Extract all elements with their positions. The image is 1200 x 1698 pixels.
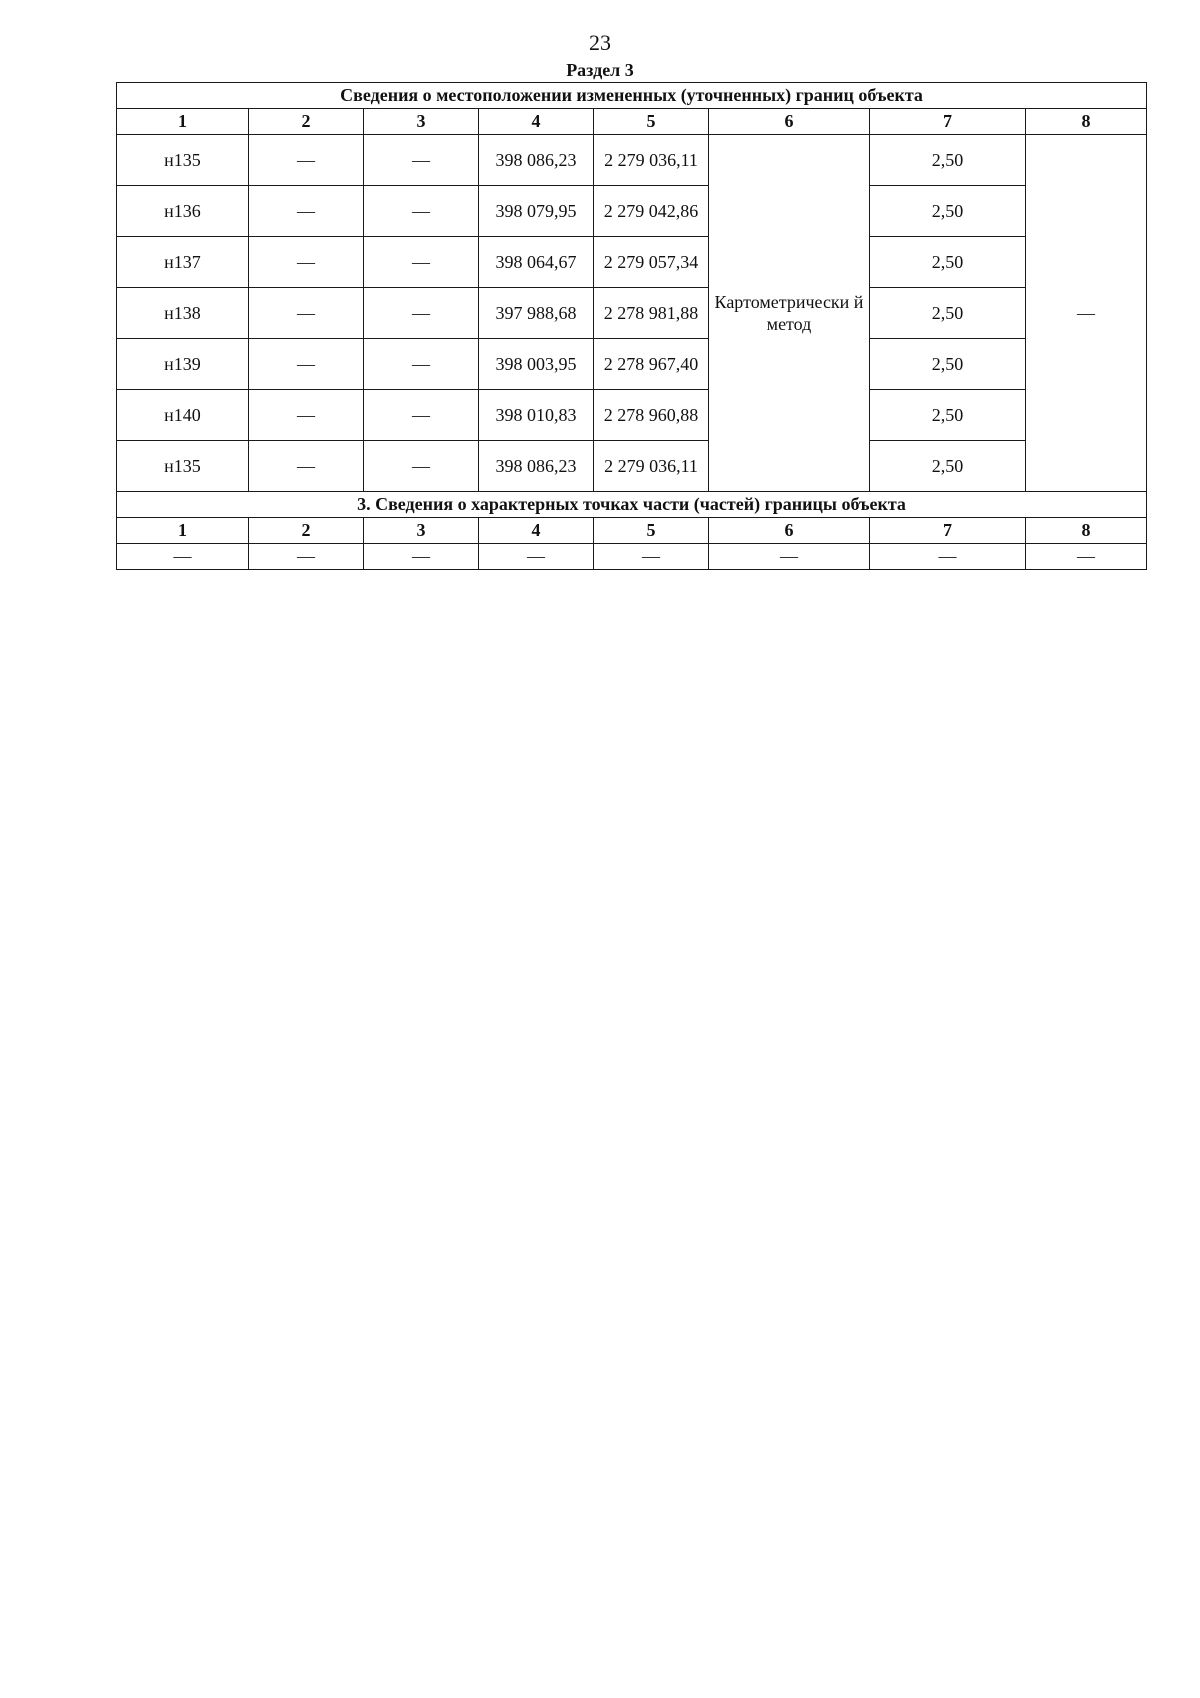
coordinate-y: 2 278 967,40 xyxy=(594,339,709,390)
table-row xyxy=(117,441,1147,492)
coordinate-x: 398 064,67 xyxy=(479,237,594,288)
accuracy-value: 2,50 xyxy=(870,135,1026,186)
cell-value: — xyxy=(249,339,364,390)
column-number: 5 xyxy=(594,109,709,135)
cell-value: — xyxy=(364,135,479,186)
accuracy-value: 2,50 xyxy=(870,339,1026,390)
coordinate-x: 398 086,23 xyxy=(479,135,594,186)
cell-value: — xyxy=(249,441,364,492)
coordinate-x: 398 086,23 xyxy=(479,441,594,492)
cell-value: — xyxy=(249,544,364,570)
cell-value: — xyxy=(709,544,870,570)
accuracy-value: 2,50 xyxy=(870,390,1026,441)
column-number: 2 xyxy=(249,109,364,135)
accuracy-value: 2,50 xyxy=(870,441,1026,492)
coordinate-y: 2 279 036,11 xyxy=(594,135,709,186)
column-number: 6 xyxy=(709,518,870,544)
point-name: н137 xyxy=(117,237,249,288)
point-name: н140 xyxy=(117,390,249,441)
column-number: 6 xyxy=(709,109,870,135)
cell-value: — xyxy=(249,390,364,441)
coordinate-x: 398 010,83 xyxy=(479,390,594,441)
column-number-row xyxy=(117,518,1147,544)
table-row xyxy=(117,288,1147,339)
coordinate-x: 398 003,95 xyxy=(479,339,594,390)
table-row xyxy=(117,186,1147,237)
boundary-table xyxy=(116,82,1147,570)
column-number: 3 xyxy=(364,518,479,544)
cell-value: — xyxy=(249,135,364,186)
accuracy-value: 2,50 xyxy=(870,186,1026,237)
coordinate-y: 2 278 981,88 xyxy=(594,288,709,339)
cell-value: — xyxy=(364,441,479,492)
cell-value: — xyxy=(364,544,479,570)
table-heading-boundaries: Сведения о местоположении измененных (уточненных) границ объекта xyxy=(117,83,1147,109)
cell-value: — xyxy=(594,544,709,570)
column-number: 5 xyxy=(594,518,709,544)
point-name: н135 xyxy=(117,441,249,492)
cell-value: — xyxy=(364,390,479,441)
column-8-value: — xyxy=(1026,135,1147,492)
column-number: 4 xyxy=(479,518,594,544)
coordinate-y: 2 278 960,88 xyxy=(594,390,709,441)
table-row xyxy=(117,390,1147,441)
column-number: 3 xyxy=(364,109,479,135)
cell-value: — xyxy=(364,186,479,237)
coordinate-x: 397 988,68 xyxy=(479,288,594,339)
column-number: 8 xyxy=(1026,518,1147,544)
table-row xyxy=(117,339,1147,390)
column-number: 7 xyxy=(870,518,1026,544)
column-number: 1 xyxy=(117,518,249,544)
cell-value: — xyxy=(1026,544,1147,570)
table-heading-part-points: 3. Сведения о характерных точках части (частей) границы объекта xyxy=(117,492,1147,518)
page-number: 23 xyxy=(589,30,611,55)
point-name: н136 xyxy=(117,186,249,237)
cell-value: — xyxy=(870,544,1026,570)
coordinate-y: 2 279 042,86 xyxy=(594,186,709,237)
point-name: н139 xyxy=(117,339,249,390)
cell-value: — xyxy=(364,339,479,390)
column-number: 2 xyxy=(249,518,364,544)
cell-value: — xyxy=(249,288,364,339)
accuracy-value: 2,50 xyxy=(870,237,1026,288)
coordinate-y: 2 279 036,11 xyxy=(594,441,709,492)
column-number: 7 xyxy=(870,109,1026,135)
section-title: Раздел 3 xyxy=(566,60,634,80)
coordinate-x: 398 079,95 xyxy=(479,186,594,237)
column-number-row xyxy=(117,109,1147,135)
table-row xyxy=(117,135,1147,186)
column-number: 8 xyxy=(1026,109,1147,135)
cell-value: — xyxy=(479,544,594,570)
accuracy-value: 2,50 xyxy=(870,288,1026,339)
coordinate-y: 2 279 057,34 xyxy=(594,237,709,288)
column-number: 4 xyxy=(479,109,594,135)
table-row xyxy=(117,237,1147,288)
point-name: н138 xyxy=(117,288,249,339)
cell-value: — xyxy=(249,186,364,237)
point-name: н135 xyxy=(117,135,249,186)
table-row xyxy=(117,544,1147,570)
cell-value: — xyxy=(249,237,364,288)
method-cell: Картометрически й метод xyxy=(709,135,870,492)
cell-value: — xyxy=(364,237,479,288)
cell-value: — xyxy=(117,544,249,570)
column-number: 1 xyxy=(117,109,249,135)
cell-value: — xyxy=(364,288,479,339)
